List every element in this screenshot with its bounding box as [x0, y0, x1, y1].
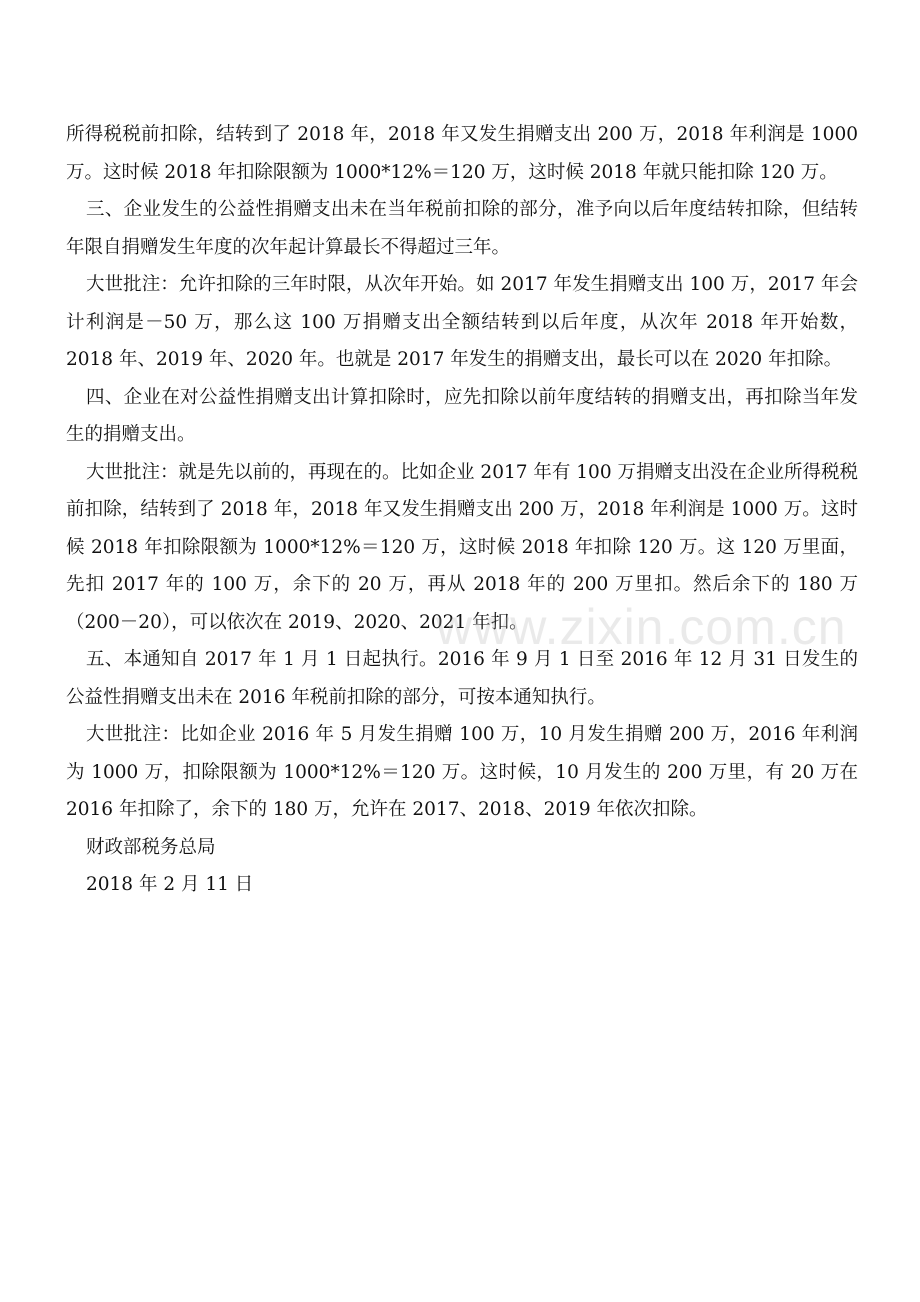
- paragraph-continuation: 所得税税前扣除，结转到了 2018 年，2018 年又发生捐赠支出 200 万，2018 年利润是 1000 万。这时候 2018 年扣除限额为 1000*12%＝120 万，这时候 2018 年就只能扣除 120 万。: [66, 124, 858, 183]
- paragraph-section-five: 五、本通知自 2017 年 1 月 1 日起执行。2016 年 9 月 1 日至 2016 年 12 月 31 日发生的公益性捐赠支出未在 2016 年税前扣除的部分，可按本通知执行。: [66, 649, 858, 708]
- watermark: www.zixin.com.cn: [436, 599, 847, 655]
- paragraph-note-three: 大世批注：允许扣除的三年时限，从次年开始。如 2017 年发生捐赠支出 100 万，2017 年会计利润是－50 万，那么这 100 万捐赠支出全额结转到以后年度，从次年 2018 年开始数，2018 年、2019 年、2020 年。也就是 2017 年发生的捐赠支出，最长可以在 2020 年扣除。: [66, 274, 858, 370]
- document-body: [66, 116, 858, 904]
- paragraph-section-three: 三、企业发生的公益性捐赠支出未在当年税前扣除的部分，准予向以后年度结转扣除，但结转年限自捐赠发生年度的次年起计算最长不得超过三年。: [66, 199, 858, 258]
- issuer-signature: 财政部税务总局: [86, 836, 216, 858]
- paragraph-note-four: 大世批注：就是先以前的，再现在的。比如企业 2017 年有 100 万捐赠支出没在企业所得税税前扣除，结转到了 2018 年，2018 年又发生捐赠支出 200 万，2018 年利润是 1000 万。这时候 2018 年扣除限额为 1000*12%＝120 万，这时候 2018 年扣除 120 万。这 120 万里面，先扣 2017 年的 100 万，余下的 20 万，再从 2018 年的 200 万里扣。然后余下的 180 万（200－20），可以依次在 2019、2020、2021 年扣。: [66, 461, 858, 633]
- paragraph-section-four: 四、企业在对公益性捐赠支出计算扣除时，应先扣除以前年度结转的捐赠支出，再扣除当年发生的捐赠支出。: [66, 386, 858, 445]
- paragraph-note-five: 大世批注：比如企业 2016 年 5 月发生捐赠 100 万，10 月发生捐赠 200 万，2016 年利润为 1000 万，扣除限额为 1000*12%＝120 万。这时候，10 月发生的 200 万里，有 20 万在 2016 年扣除了，余下的 180 万，允许在 2017、2018、2019 年依次扣除。: [66, 724, 858, 820]
- issue-date: 2018 年 2 月 11 日: [86, 874, 254, 895]
